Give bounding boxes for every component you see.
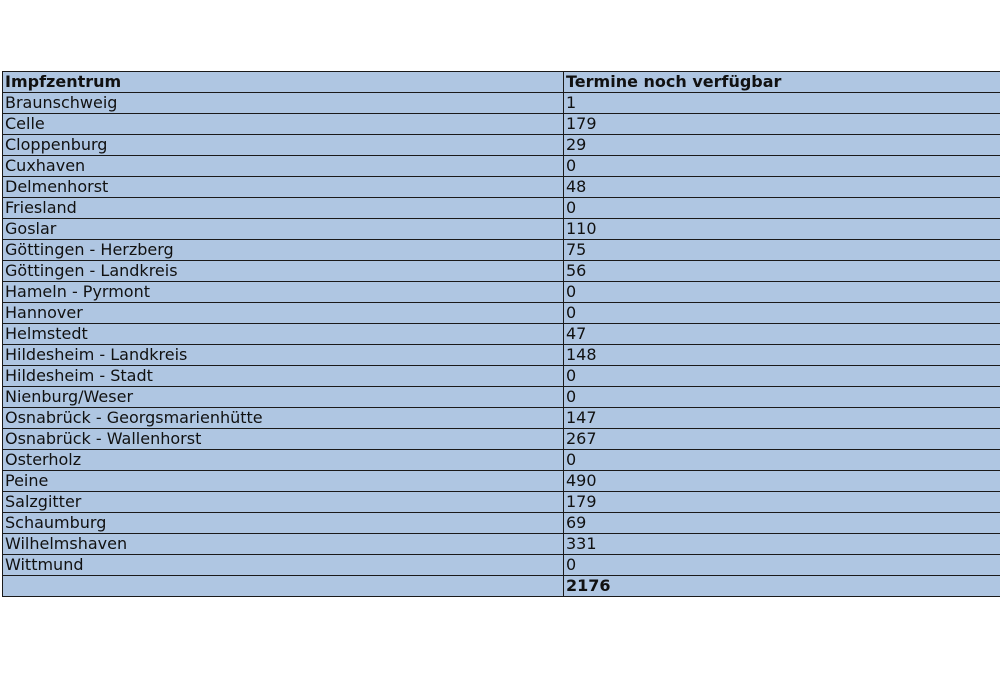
- table-row: [3, 429, 1000, 450]
- appointments-cell: 0: [564, 303, 1000, 324]
- appointments-cell: 29: [564, 135, 1000, 156]
- total-value-cell: 2176: [564, 576, 1000, 597]
- table-row: [3, 366, 1000, 387]
- appointments-cell: 147: [564, 408, 1000, 429]
- center-name-cell: Wilhelmshaven: [3, 534, 564, 555]
- table-row: [3, 261, 1000, 282]
- appointments-cell: 490: [564, 471, 1000, 492]
- table-row: [3, 408, 1000, 429]
- center-name-cell: Hannover: [3, 303, 564, 324]
- appointments-cell: 1: [564, 93, 1000, 114]
- table-row: [3, 345, 1000, 366]
- table-row: [3, 219, 1000, 240]
- appointments-cell: 331: [564, 534, 1000, 555]
- appointments-cell: 0: [564, 387, 1000, 408]
- table-row: [3, 450, 1000, 471]
- center-name-cell: Friesland: [3, 198, 564, 219]
- header-impfzentrum: Impfzentrum: [3, 72, 564, 93]
- total-row: [3, 576, 1000, 597]
- center-name-cell: Göttingen - Herzberg: [3, 240, 564, 261]
- center-name-cell: Peine: [3, 471, 564, 492]
- table-row: [3, 387, 1000, 408]
- appointments-cell: 0: [564, 282, 1000, 303]
- vaccination-centers-table: [2, 71, 1000, 597]
- center-name-cell: Cloppenburg: [3, 135, 564, 156]
- center-name-cell: Wittmund: [3, 555, 564, 576]
- table-row: [3, 555, 1000, 576]
- appointments-cell: 48: [564, 177, 1000, 198]
- table-row: [3, 177, 1000, 198]
- table-row: [3, 324, 1000, 345]
- total-label-cell: [3, 576, 564, 597]
- center-name-cell: Göttingen - Landkreis: [3, 261, 564, 282]
- appointments-cell: 0: [564, 156, 1000, 177]
- center-name-cell: Osnabrück - Wallenhorst: [3, 429, 564, 450]
- header-termine: Termine noch verfügbar: [564, 72, 1000, 93]
- table-row: [3, 114, 1000, 135]
- table-body: [3, 93, 1000, 576]
- table-row: [3, 240, 1000, 261]
- vaccination-centers-table-container: [2, 71, 1000, 597]
- center-name-cell: Osterholz: [3, 450, 564, 471]
- appointments-cell: 179: [564, 114, 1000, 135]
- center-name-cell: Goslar: [3, 219, 564, 240]
- center-name-cell: Celle: [3, 114, 564, 135]
- table-row: [3, 135, 1000, 156]
- table-row: [3, 471, 1000, 492]
- appointments-cell: 148: [564, 345, 1000, 366]
- center-name-cell: Hildesheim - Stadt: [3, 366, 564, 387]
- table-row: [3, 282, 1000, 303]
- center-name-cell: Nienburg/Weser: [3, 387, 564, 408]
- center-name-cell: Osnabrück - Georgsmarienhütte: [3, 408, 564, 429]
- appointments-cell: 267: [564, 429, 1000, 450]
- table-row: [3, 513, 1000, 534]
- table-row: [3, 303, 1000, 324]
- appointments-cell: 0: [564, 198, 1000, 219]
- center-name-cell: Salzgitter: [3, 492, 564, 513]
- appointments-cell: 47: [564, 324, 1000, 345]
- table-row: [3, 534, 1000, 555]
- center-name-cell: Hameln - Pyrmont: [3, 282, 564, 303]
- center-name-cell: Delmenhorst: [3, 177, 564, 198]
- center-name-cell: Cuxhaven: [3, 156, 564, 177]
- center-name-cell: Hildesheim - Landkreis: [3, 345, 564, 366]
- center-name-cell: Helmstedt: [3, 324, 564, 345]
- appointments-cell: 110: [564, 219, 1000, 240]
- appointments-cell: 179: [564, 492, 1000, 513]
- appointments-cell: 0: [564, 555, 1000, 576]
- appointments-cell: 69: [564, 513, 1000, 534]
- table-row: [3, 198, 1000, 219]
- appointments-cell: 0: [564, 366, 1000, 387]
- appointments-cell: 0: [564, 450, 1000, 471]
- table-row: [3, 492, 1000, 513]
- table-row: [3, 93, 1000, 114]
- center-name-cell: Schaumburg: [3, 513, 564, 534]
- header-row: [3, 72, 1000, 93]
- appointments-cell: 56: [564, 261, 1000, 282]
- table-row: [3, 156, 1000, 177]
- center-name-cell: Braunschweig: [3, 93, 564, 114]
- appointments-cell: 75: [564, 240, 1000, 261]
